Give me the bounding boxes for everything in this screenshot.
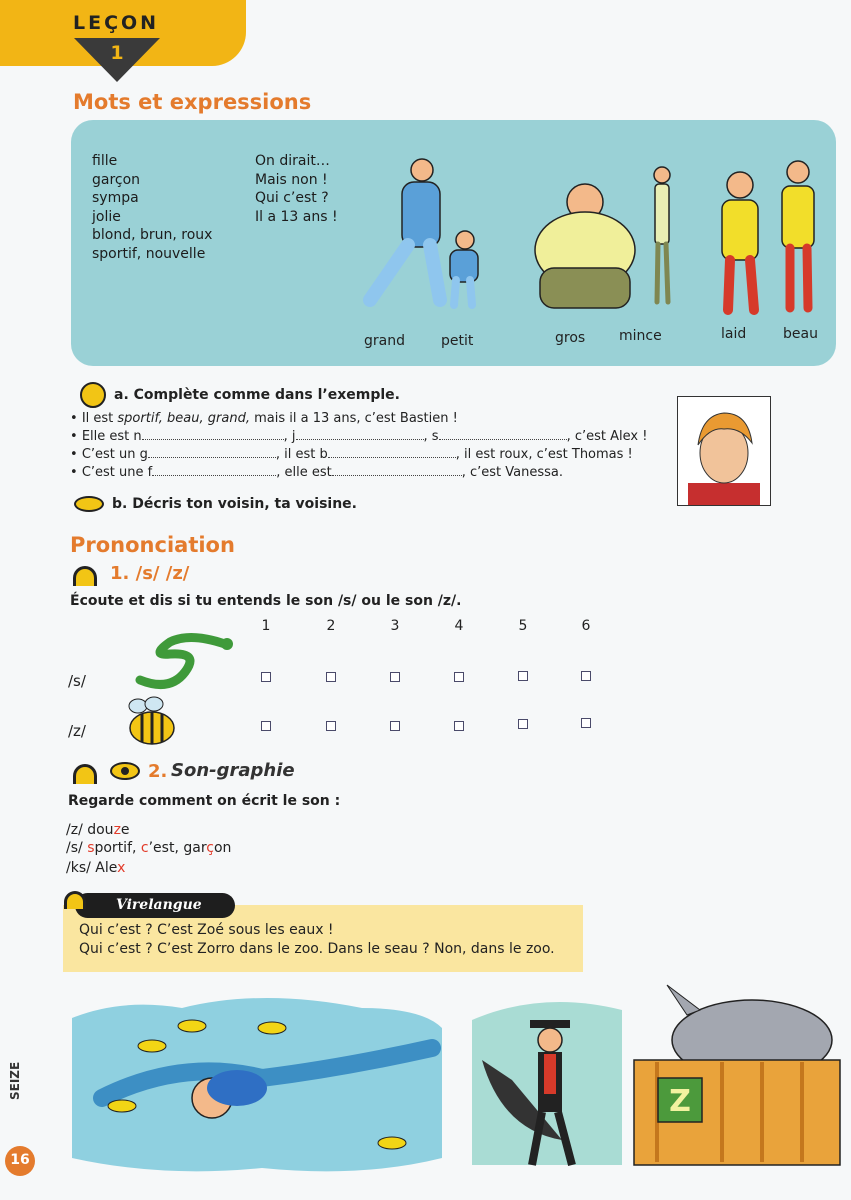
word-part: ’est, gar [148,840,207,856]
word-part: e [120,822,130,838]
son-graphie-number: 2. [148,761,168,782]
exercise-a-line-4: • C’est une f , elle est , c’est Vanessa. [70,465,563,480]
checkbox-s-2[interactable] [326,672,336,682]
checkbox-s-1[interactable] [261,672,271,682]
exercise-a-line-2: • Elle est n , j , s , c’est Alex ! [70,429,648,444]
vocab-word: blond, brun, roux [92,227,213,243]
virelangue-line-1: Qui c’est ? C’est Zoé sous les eaux ! [79,922,334,938]
line-text: , j [283,429,296,444]
highlighted-letter: c [140,840,149,856]
figure-laid [722,172,758,310]
answer-blank[interactable] [296,429,424,440]
listening-instruction: Écoute et dis si tu entends le son /s/ ou le son /z/. [70,593,462,609]
exercise-a-title: a. Complète comme dans l’exemple. [114,387,400,403]
vocab-word: fille [92,153,118,169]
vocab-word: jolie [92,208,121,225]
swimmer-illustration [62,988,452,1178]
column-number: 4 [454,618,464,634]
figure-grand [370,159,440,300]
section-title-prononciation: Prononciation [70,533,235,557]
highlighted-letter: ç [206,840,214,856]
sound-line-s [66,840,231,856]
figure-gros [535,184,635,308]
line-italic: sportif, beau, grand, [117,411,250,426]
vocab-word: sportif, nouvelle [92,245,206,262]
answer-blank[interactable] [142,429,284,440]
son-graphie-title: Son-graphie [171,760,295,781]
vocab-list-expressions [255,152,338,226]
line-text: Il est [81,411,118,426]
column-number: 5 [518,618,528,634]
exercise-a-line-1: • Il est sportif, beau, grand, mais il a 13 ans, c’est Bastien ! [70,411,458,426]
zorro-zoo-illustration [462,980,842,1175]
page-word: SEIZE [8,1061,22,1100]
word-part: dou [87,822,114,838]
label-grand: grand [364,333,405,349]
section-title-mots: Mots et expressions [73,90,312,114]
virelangue-line-2: Qui c’est ? C’est Zorro dans le zoo. Dans le seau ? Non, dans le zoo. [79,941,555,957]
exercise-a-line-3: • C’est un g , il est b , il est roux, c’est Thomas ! [70,447,633,462]
label-mince: mince [619,328,662,344]
highlighted-letter: s [87,840,95,856]
mouth-icon [74,496,104,512]
line-text: C’est une f [81,465,153,480]
checkbox-s-5[interactable] [518,671,528,681]
word-part: Ale [95,860,118,876]
highlighted-letter: x [117,860,126,876]
answer-blank[interactable] [439,429,567,440]
sub-title-s-z: 1. /s/ /z/ [110,563,190,584]
column-number: 6 [581,618,591,634]
vocab-word: garçon [92,171,141,188]
line-text: , c’est Alex ! [566,429,648,444]
son-graphie-instruction: Regarde comment on écrit le son : [68,793,341,809]
lesson-label: LEÇON [73,12,160,34]
sound-symbol: /s/ [66,840,88,856]
label-petit: petit [441,333,474,349]
adjectives-illustration [330,150,830,320]
word-part: portif, [94,840,141,856]
checkbox-z-2[interactable] [326,721,336,731]
label-beau: beau [783,326,818,342]
headphones-icon [64,891,86,909]
label-laid: laid [721,326,747,342]
headphones-icon [73,764,97,784]
sound-line-ks [66,860,125,876]
portrait-drawing [678,397,770,505]
line-text: Elle est n [81,429,142,444]
checkbox-s-3[interactable] [390,672,400,682]
vocab-expression: Qui c’est ? [255,190,329,206]
vocab-list-words [92,152,212,263]
figure-petit [450,231,478,305]
line-text: C’est un g [81,447,148,462]
lesson-number: 1 [110,42,124,64]
eye-icon [110,762,140,780]
answer-blank[interactable] [148,447,276,458]
label-gros: gros [555,330,586,346]
line-text: , il est roux, c’est Thomas ! [455,447,633,462]
column-number: 2 [326,618,336,634]
figure-mince [654,167,670,302]
pencil-icon [80,382,106,408]
sound-symbol: /z/ [66,822,88,838]
vocab-expression: On dirait… [255,153,330,169]
sound-line-z [66,822,130,838]
column-number: 1 [261,618,271,634]
row-label-s: /s/ [68,672,86,690]
checkbox-z-4[interactable] [454,721,464,731]
bee-icon [118,694,182,752]
checkbox-z-5[interactable] [518,719,528,729]
exercise-b-title: b. Décris ton voisin, ta voisine. [112,496,357,512]
page-number: 16 [10,1152,30,1168]
snake-icon [130,632,240,692]
answer-blank[interactable] [332,465,462,476]
checkbox-s-4[interactable] [454,672,464,682]
line-text: , c’est Vanessa. [461,465,563,480]
line-text: , elle est [276,465,332,480]
vocab-expression: Il a 13 ans ! [255,208,338,225]
word-part: on [213,840,232,856]
zoo-sign-letter: Z [669,1084,691,1119]
line-text: , s [423,429,439,444]
line-text: mais il a 13 ans, c’est Bastien ! [249,411,458,426]
headphones-icon [73,566,97,586]
highlighted-letter: z [113,822,121,838]
column-number: 3 [390,618,400,634]
answer-blank[interactable] [152,465,276,476]
sound-symbol: /ks/ [66,860,96,876]
checkbox-z-6[interactable] [581,718,591,728]
line-text: , il est b [275,447,328,462]
portrait-photo [677,396,771,506]
figure-beau [782,161,814,308]
checkbox-z-3[interactable] [390,721,400,731]
virelangue-label: Virelangue [116,897,202,913]
row-label-z: /z/ [68,722,86,740]
answer-blank[interactable] [328,447,456,458]
checkbox-z-1[interactable] [261,721,271,731]
vocab-expression: Mais non ! [255,171,328,188]
checkbox-s-6[interactable] [581,671,591,681]
vocab-word: sympa [92,190,139,206]
